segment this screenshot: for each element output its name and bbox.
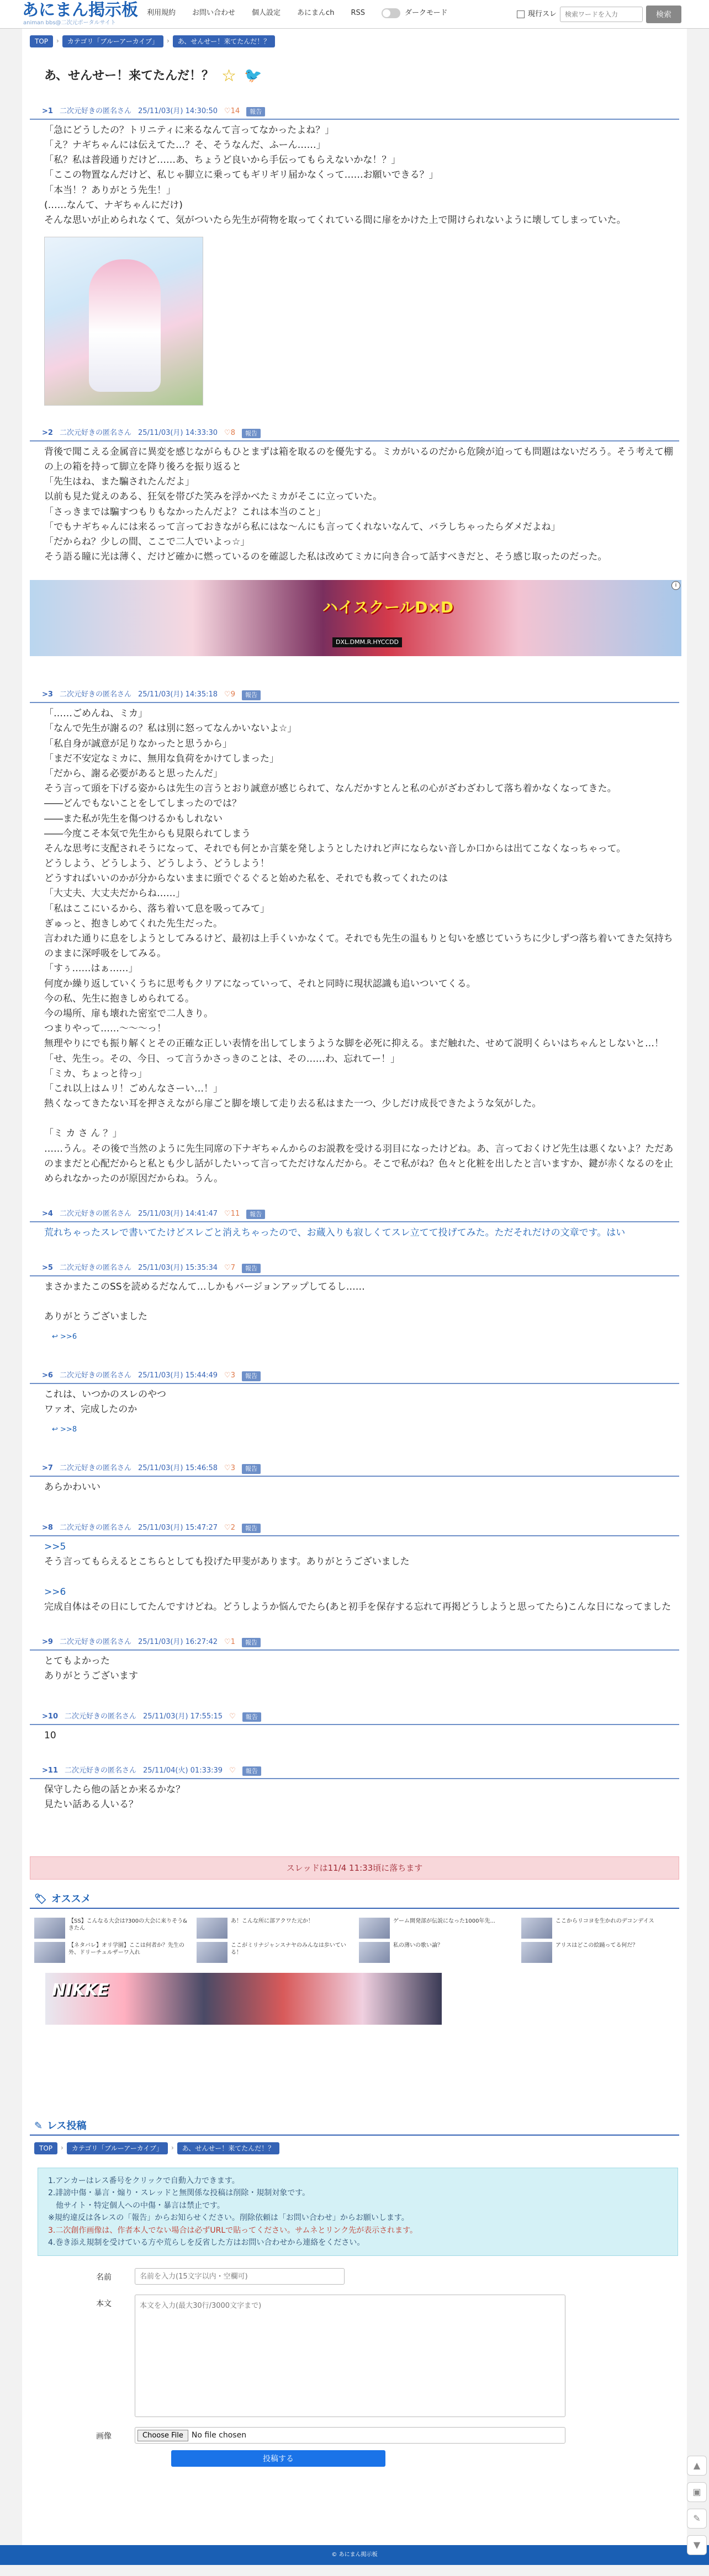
post-date: 25/11/03(月) 15:44:49 (137, 1371, 218, 1380)
main-content (22, 29, 687, 2545)
posting-rules-notice (38, 2168, 678, 2256)
form-breadcrumb: TOP › カテゴリ「ブルーアーカイブ」 › あ、せんせー！来てたんだ！？ (30, 2142, 679, 2154)
side-tools (687, 2456, 707, 2555)
like-count: 9 (230, 690, 235, 699)
post-number[interactable]: >3 (42, 690, 53, 699)
post-body: 「……ごめんね、ミカ」 「なんで先生が謝るの？私は別に怒ってなんかいないよ☆」 「私自身が誠意が足りなかったと思うから」 「まだ不安定なミカに、無用な負荷をかけてしまった」 「だから、謝る必要があると思ったんだ」 そう言って頭を下げる姿からは先生の言うとおり誠意が感じられて、なんだかすとんと私の心がざわざわして落ち着かなくなってきた。 ――どんでもないことをしてしまったのでは？ ――また私が先生を傷つけるかもしれない ――今度こそ本気で先生からも見限られてしまう そんな思考に支配されそうになって、それでも何とか言葉を発しようとしたけれど声にならない音しか口からは出てこなくなっちゃって。 どうしよう、どうしよう、どうしよう、どうしよう！ どうすればいいのかが分からないままに頭でぐるぐると始めた私を、それでも救ってくれたのは 「大丈夫、大丈夫だからね……」 「私はここにいるから、落ち着いて息を吸ってみて」 ぎゅっと、抱きしめてくれた先生だった。 言われた通りに息をしようとしてみるけど、最初は上手くいかなくて。それでも先生の温もりと匂いを感じていうちに少しずつ落ち着いてきた気持ちのままに深呼吸をしてみる。 「すぅ……はぁ……」 何度か繰り返していくうちに思考もクリアになっていって、それと同時に現状認識も追いついてくる。 今の私、先生に抱きしめられてる。 今の場所、扉も壊れた密室で二人きり。 つまりやって……〜〜〜っ！ 無理やりにでも振り解くとその正確な正しい表情を出してしまうような脚を必死に抑える。まだ触れた、せめて説明くらいはちゃんとしないと…！ 「せ、先生っ。その、今日、って言うかさっきのことは、その……わ、忘れてー！」 「ミカ、ちょっと待っ」 「これ以上はムリ！ごめんなさーい…！」 熱くなってきたない耳を押さえながら扉ごと脚を壊して走り去る私はまた一つ、少しだけ成長できたような気がした。 「ミ カ さ ん ？」 ……うん。その後で当然のように先生同席の下ナギちゃんからのお説教を受ける羽目になったけどね。あ、言っておくけど先生は悪くないよ？ただあのままだと心配だからと私とも少し話がしたいって言ってただけなんだから。そこで私がね？色々と化粧を出したと言いますか、鍵が赤くなるのを止められなかったのが原因だからね。うん。 (44, 708, 674, 1185)
like-heart-icon[interactable]: ♡ (229, 1712, 236, 1721)
toggle-switch[interactable] (382, 8, 400, 18)
post-date: 25/11/03(月) 14:30:50 (137, 107, 218, 115)
post-body: 10 (44, 1730, 56, 1741)
advertisement-banner[interactable] (30, 580, 681, 656)
rule-line: 3.二次創作画像は、作者本人でない場合は必ずURLで貼ってください。サムネとリンク先が表示されます。 (48, 2226, 418, 2235)
search-input[interactable] (560, 7, 643, 22)
rule-line: 4.巻き添え規制を受けている方や荒らしを反省した方はお問い合わせから連絡をください。 (48, 2238, 365, 2247)
reply-form-title-text: レス投稿 (47, 2120, 87, 2132)
post-number[interactable]: >4 (42, 1210, 53, 1218)
like-heart-icon[interactable]: ♡ (229, 1766, 236, 1775)
site-logo[interactable]: あにまん掲示板 (22, 1, 138, 20)
report-button[interactable]: 報告 (242, 1766, 261, 1776)
post-header (30, 1463, 679, 1477)
recommend-thumbnail (197, 1942, 227, 1963)
recommend-thumbnail (34, 1918, 65, 1939)
tag-icon: 🏷 (34, 1893, 47, 1906)
post-body: 「急にどうしたの？トリニティに来るなんて言ってなかったよね？」 「え？ナギちゃんには伝えてた…？そ、そうなんだ、ふーん……」 「私？私は普段通りだけど……あ、ちょうど良いから手伝ってもらえないかな！？」 「ここの物置なんだけど、私じゃ脚立に乗ってもギリギリ届かなくって……お願いできる？」 「本当！？ありがとう先生！」 (……なんて、ナギちゃんにだけ) そんな思いが止められなくて、気がついたら先生が荷物を取ってくれている間に扉をかけた上で開けられないように壊してしまっていた。 (44, 124, 626, 226)
thread-title (44, 63, 679, 89)
recommend-item-text: 【SS】こんなる大会は?300の大会に来りそう&きたん (68, 1918, 187, 1932)
recommend-thumbnail (521, 1942, 552, 1963)
recommend-thumbnail (359, 1942, 390, 1963)
like-heart-icon[interactable]: ♡3 (224, 1464, 235, 1473)
ad-text: ハイスクールD×D (322, 598, 454, 617)
post-date: 25/11/03(月) 16:27:42 (137, 1638, 218, 1647)
like-heart-icon[interactable]: ♡9 (224, 690, 235, 699)
ad-info-icon[interactable]: i (671, 581, 680, 590)
like-heart-icon[interactable]: ♡1 (224, 1638, 235, 1647)
post-number[interactable]: >11 (42, 1766, 58, 1775)
nav-settings[interactable]: 個人設定 (252, 9, 281, 17)
post-date: 25/11/03(月) 17:55:15 (143, 1712, 223, 1721)
post-number[interactable]: >9 (42, 1638, 53, 1647)
reply-anchor[interactable]: >>6 (60, 1332, 77, 1341)
post-10 (30, 1711, 679, 1743)
post-date: 25/11/03(月) 15:35:34 (137, 1264, 218, 1273)
post-number[interactable]: >6 (42, 1371, 53, 1380)
post-date: 25/11/03(月) 14:41:47 (137, 1210, 218, 1218)
post-number[interactable]: >7 (42, 1464, 53, 1473)
recommend-item-text: ゲーム開発部が伝説になった1000年先... (393, 1918, 495, 1925)
post-body: 背後で聞こえる金属音に異変を感じながらもひとまずは箱を取るのを優先する。ミカがいるのだから危険が迫っても問題はないだろう。そう考えて棚の上の箱を持って脚立を降り後ろを振り返ると 「先生はね、また騙されたんだよ」 以前も見た覚えのある、狂気を帯びた笑みを浮かべたミカがそこに立っていた。 「さっきまでは騙すつもりもなかったんだよ？これは本当のこと」 「でもナギちゃんには来るって言っておきながら私にはな〜んにも言ってくれないなんて、バラしちゃったらダメだよね」 「だからね？少しの間、ここで二人でいよっ☆」 そう語る瞳に光は薄く、だけど確かに燃っているのを確認した私は改めてミカに向き合って話すべきだと、そう感じ取ったのだった。 (44, 446, 673, 563)
choose-file-button[interactable]: Choose File (137, 2430, 188, 2441)
post-2 (30, 428, 679, 565)
recommend-item[interactable] (34, 1918, 189, 1939)
post-6 (30, 1370, 679, 1435)
favorite-star-icon[interactable]: ☆ (221, 66, 237, 86)
recommend-column (521, 1918, 676, 1963)
post-header (30, 1523, 679, 1536)
post-header (30, 428, 679, 441)
post-author: 二次元好きの匿名さん (59, 107, 131, 115)
rule-line: ※規約違反は各レスの「報告」からお知らせください。削除依頼は「お問い合わせ」からお願いします。 (48, 2213, 409, 2223)
name-input[interactable] (135, 2268, 345, 2285)
current-thread-checkbox[interactable] (517, 10, 525, 18)
name-label: 名前 (96, 2273, 112, 2282)
pencil-icon: ✎ (34, 2120, 43, 2132)
post-author: 二次元好きの匿名さん (59, 1464, 131, 1473)
report-button[interactable]: 報告 (242, 1264, 261, 1274)
breadcrumb-top[interactable]: TOP (34, 2142, 57, 2154)
top-nav (147, 8, 447, 19)
post-number[interactable]: >10 (42, 1712, 58, 1721)
recommend-item[interactable] (197, 1942, 351, 1963)
body-textarea[interactable] (135, 2295, 565, 2417)
post-text: 完成自体はその日にしてたんですけどね。どうしようか悩んでたら(あと初手を保存する忘れて再掲どうしようと思ってたら)こんな日になってました (44, 1601, 671, 1612)
recommend-item[interactable] (521, 1918, 676, 1939)
like-heart-icon[interactable]: ♡7 (224, 1264, 235, 1273)
nav-contact[interactable]: お問い合わせ (192, 9, 236, 17)
report-button[interactable]: 報告 (246, 107, 265, 117)
ad-subtext: DXL.DMM.R.HYCCDD (332, 637, 402, 647)
image-icon[interactable]: ▣ (687, 2482, 707, 2502)
post-date: 25/11/03(月) 15:46:58 (137, 1464, 218, 1473)
post-date: 25/11/04(火) 01:33:39 (143, 1766, 223, 1775)
post-author: 二次元好きの匿名さん (59, 1638, 131, 1647)
like-count: 3 (230, 1464, 235, 1473)
breadcrumb-category[interactable]: カテゴリ「ブルーアーカイブ」 (62, 35, 163, 47)
nav-animanch[interactable]: あにまんch (297, 9, 335, 17)
recommend-item[interactable] (34, 1942, 189, 1963)
recommend-column (197, 1918, 351, 1963)
footer: © あにまん掲示板 (0, 2545, 709, 2565)
report-button[interactable]: 報告 (242, 1464, 261, 1474)
post-body: 保守したら他の話とか来るかな？ 見たい話ある人いる？ (44, 1784, 185, 1811)
current-thread-label: 現行スレ (528, 9, 557, 18)
post-body (30, 1536, 679, 1615)
reply-anchor[interactable]: >>8 (60, 1425, 77, 1434)
body-label: 本文 (96, 2300, 112, 2309)
image-row (30, 2427, 679, 2444)
recommend-item-text: 【ネタバレ】オリ学園】ここは何者か？先生の外、ドリーチュルザーワ入れ (68, 1942, 184, 1956)
nav-rss[interactable]: RSS (351, 9, 365, 17)
post-author: 二次元好きの匿名さん (59, 1371, 131, 1380)
recommend-list (30, 1918, 679, 1963)
rule-line: 1.アンカーはレス番号をクリックで自動入力できます。 (48, 2176, 240, 2185)
recommend-title-text: オススメ (51, 1893, 91, 1906)
like-heart-icon[interactable]: ♡14 (224, 107, 240, 115)
scroll-bottom-icon[interactable]: ▼ (687, 2535, 707, 2555)
body-row (30, 2295, 679, 2417)
post-number[interactable]: >1 (42, 107, 53, 115)
recommend-item-text: ここがミリナジャンスナヤのみんなは歩いている！ (231, 1942, 346, 1956)
recommend-item-text: あ！こんな所に部アクワた元か！ (231, 1918, 314, 1925)
name-row (30, 2268, 679, 2285)
like-count: 11 (230, 1210, 240, 1218)
post-date: 25/11/03(月) 15:47:27 (137, 1524, 218, 1532)
submit-button[interactable]: 投稿する (171, 2450, 385, 2467)
post-body: あらかわいい (44, 1482, 100, 1493)
report-button[interactable]: 報告 (242, 690, 261, 700)
scroll-top-icon[interactable]: ▲ (687, 2456, 707, 2476)
breadcrumb-thread[interactable]: あ、せんせー！来てたんだ！？ (177, 2142, 280, 2154)
post-3 (30, 689, 679, 1186)
nav-terms[interactable]: 利用規約 (147, 9, 176, 17)
post-text: そう言ってもらえるとこちらとしても投げた甲斐があります。ありがとうございました (44, 1556, 410, 1568)
post-7 (30, 1463, 679, 1495)
post-header (30, 106, 679, 120)
breadcrumb-thread[interactable]: あ、せんせー！来てたんだ！？ (173, 35, 276, 47)
anchor-link[interactable]: >>5 (44, 1541, 66, 1553)
report-button[interactable]: 報告 (242, 1638, 261, 1648)
like-count: 7 (230, 1264, 235, 1273)
recommend-thumbnail (521, 1918, 552, 1939)
recommend-column (359, 1918, 514, 1963)
breadcrumb-category[interactable]: カテゴリ「ブルーアーカイブ」 (67, 2142, 168, 2154)
post-number[interactable]: >2 (42, 429, 53, 438)
recommend-thumbnail (197, 1918, 227, 1939)
like-heart-icon[interactable]: ♡3 (224, 1371, 235, 1380)
like-count: 1 (230, 1638, 235, 1647)
banner-text: NIKKE (52, 1981, 109, 2000)
post-8 (30, 1523, 679, 1615)
post-9 (30, 1637, 679, 1684)
post-number[interactable]: >8 (42, 1524, 53, 1532)
breadcrumb: TOP › カテゴリ「ブルーアーカイブ」 › あ、せんせー！来てたんだ！？ (30, 35, 679, 47)
post-date: 25/11/03(月) 14:33:30 (137, 429, 218, 438)
like-count: 14 (230, 107, 240, 115)
image-label: 画像 (96, 2432, 112, 2441)
rule-line: 他サイト・特定個人への中傷・暴言は禁止です。 (48, 2201, 225, 2210)
like-count: 3 (230, 1371, 235, 1380)
post-author: 二次元好きの匿名さん (64, 1712, 136, 1721)
report-button[interactable]: 報告 (242, 429, 261, 439)
report-button[interactable]: 報告 (242, 1524, 261, 1534)
recommend-item[interactable] (197, 1918, 351, 1939)
recommend-item[interactable] (521, 1942, 676, 1963)
post-body: まさかまたこのSSを読めるだなんて…しかもバージョンアップしてるし…… ありがとうございました (44, 1281, 365, 1323)
file-input[interactable] (135, 2427, 565, 2444)
top-bar (0, 0, 709, 29)
like-heart-icon[interactable]: ♡2 (224, 1524, 235, 1532)
search-button[interactable]: 検索 (646, 6, 681, 23)
post-body: とてもよかった ありがとうございます (44, 1655, 138, 1682)
edit-icon[interactable]: ✎ (687, 2509, 707, 2529)
report-button[interactable]: 報告 (246, 1210, 265, 1220)
reply-form-title (30, 2119, 679, 2136)
recommend-thumbnail (359, 1918, 390, 1939)
thread-title-text: あ、せんせー！来てたんだ！？ (44, 69, 214, 83)
post-number[interactable]: >5 (42, 1264, 53, 1273)
post-author: 二次元好きの匿名さん (59, 1210, 131, 1218)
recommend-item-text: ここからリコヨを生かれのデコンデイス (555, 1918, 654, 1925)
post-header (30, 1637, 679, 1651)
post-header (30, 1765, 679, 1779)
post-header (30, 1263, 679, 1276)
reply-link[interactable]: ↩ >>8 (52, 1425, 77, 1434)
dark-mode-label: ダークモード (404, 9, 448, 17)
post-author: 二次元好きの匿名さん (64, 1766, 136, 1775)
reply-link[interactable]: ↩ >>6 (52, 1332, 77, 1341)
post-author: 二次元好きの匿名さん (59, 1264, 131, 1273)
post-author: 二次元好きの匿名さん (59, 429, 131, 438)
post-author: 二次元好きの匿名さん (59, 690, 131, 699)
recommend-item-text: アリスはどこの絵踊ってる何だ？ (555, 1942, 638, 1949)
post-date: 25/11/03(月) 14:35:18 (137, 690, 218, 699)
recommend-item[interactable] (359, 1918, 514, 1939)
thread-expiry-notice: スレッドは11/4 11:33頃に落ちます (30, 1856, 679, 1880)
post-4 (30, 1209, 679, 1241)
post-header (30, 689, 679, 703)
post-5 (30, 1263, 679, 1343)
post-body: 荒れちゃったスレで書いてたけどスレごと消えちゃったので、お蔵入りも寂しくてスレ立てて投げてみた。ただそれだけの文章です。はい (44, 1227, 626, 1238)
file-status: No file chosen (191, 2431, 247, 2440)
like-heart-icon[interactable]: ♡8 (224, 429, 235, 438)
recommend-item-text: 私の薄いの歌い論？ (393, 1942, 443, 1949)
post-header (30, 1370, 679, 1384)
like-heart-icon[interactable]: ♡11 (224, 1210, 240, 1218)
post-11 (30, 1765, 679, 1812)
recommend-section-title (30, 1892, 679, 1909)
anchor-link[interactable]: >>6 (44, 1586, 66, 1598)
recommend-item[interactable] (359, 1942, 514, 1963)
post-header (30, 1711, 679, 1725)
site-logo-sub: animan bbs@二次元ポータルサイト (23, 20, 116, 26)
post-body: これは、いつかのスレのやつ ワァオ、完成したのか (44, 1389, 166, 1415)
dark-mode-toggle[interactable] (382, 8, 447, 19)
post-author: 二次元好きの匿名さん (59, 1524, 131, 1532)
twitter-share-icon[interactable]: 🐦 (244, 67, 262, 84)
search-area (517, 6, 681, 23)
like-count: 2 (230, 1524, 235, 1532)
rule-line: 2.誹謗中傷・暴言・煽り・スレッドと無関係な投稿は削除・規制対象です。 (48, 2189, 310, 2198)
breadcrumb-top[interactable]: TOP (30, 35, 53, 47)
post-image-thumbnail[interactable] (44, 237, 203, 406)
post-1 (30, 106, 679, 406)
recommend-column (34, 1918, 189, 1963)
like-count: 8 (230, 429, 235, 438)
post-header (30, 1209, 679, 1222)
report-button[interactable]: 報告 (242, 1712, 261, 1722)
recommend-thumbnail (34, 1942, 65, 1963)
game-banner-ad[interactable] (45, 1973, 442, 2025)
report-button[interactable]: 報告 (242, 1371, 261, 1381)
